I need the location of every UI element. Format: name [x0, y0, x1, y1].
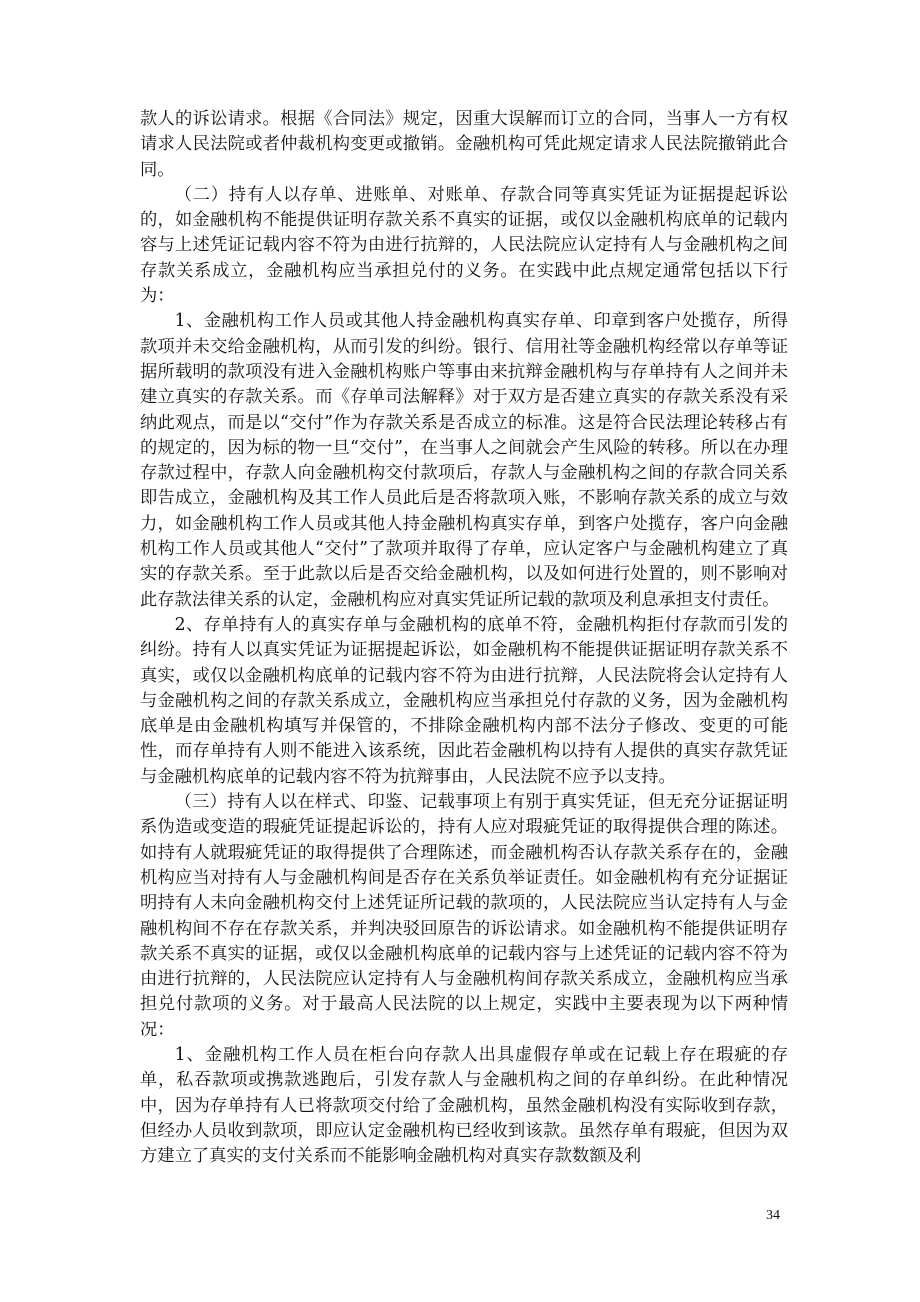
body-text — [140, 107, 788, 1169]
paragraph-6: 1、金融机构工作人员在柜台向存款人出具虚假存单或在记载上存在瑕疵的存单，私吞款项或携款逃跑后，引发存款人与金融机构之间的存单纠纷。在此种情况中，因为存单持有人已将款项交付给了金融机构，虽然金融机构没有实际收到存款，但经办人员收到款项，即应认定金融机构已经收到该款。虽然存单有瑕疵，但因为双方建立了真实的支付关系而不能影响金融机构对真实存款数额及利 — [140, 1044, 788, 1167]
paragraph-2: （二）持有人以存单、进账单、对账单、存款合同等真实凭证为证据提起诉讼的，如金融机构不能提供证明存款关系不真实的证据，或仅以金融机构底单的记载内容与上述凭证记载内容不符为由进行抗辩的，人民法院应认定持有人与金融机构之间存款关系成立，金融机构应当承担兑付的义务。在实践中此点规定通常包括以下行为： — [140, 184, 788, 307]
paragraph-1: 款人的诉讼请求。根据《合同法》规定，因重大误解而订立的合同，当事人一方有权请求人民法院或者仲裁机构变更或撤销。金融机构可凭此规定请求人民法院撤销此合同。 — [140, 109, 788, 180]
paragraph-5: （三）持有人以在样式、印鉴、记载事项上有别于真实凭证，但无充分证据证明系伪造或变造的瑕疵凭证提起诉讼的，持有人应对瑕疵凭证的取得提供合理的陈述。如持有人就瑕疵凭证的取得提供了合理陈述，而金融机构否认存款关系存在的，金融机构应当对持有人与金融机构间是否存在关系负举证责任。如金融机构有充分证据证明持有人未向金融机构交付上述凭证所记载的款项的，人民法院应当认定持有人与金融机构间不存在存款关系，并判决驳回原告的诉讼请求。如金融机构不能提供证明存款关系不真实的证据，或仅以金融机构底单的记载内容与上述凭证的记载内容不符为由进行抗辩的，人民法院应认定持有人与金融机构间存款关系成立，金融机构应当承担兑付款项的义务。对于最高人民法院的以上规定，实践中主要表现为以下两种情况： — [140, 792, 788, 1040]
paragraph-4: 2、存单持有人的真实存单与金融机构的底单不符，金融机构拒付存款而引发的纠纷。持有人以真实凭证为证据提起诉讼，如金融机构不能提供证据证明存款关系不真实，或仅以金融机构底单的记载内容不符为由进行抗辩，人民法院将会认定持有人与金融机构之间的存款关系成立，金融机构应当承担兑付存款的义务，因为金融机构底单是由金融机构填写并保管的，不排除金融机构内部不法分子修改、变更的可能性，而存单持有人则不能进入该系统，因此若金融机构以持有人提供的真实存款凭证与金融机构底单的记载内容不符为抗辩事由，人民法院不应予以支持。 — [140, 614, 788, 787]
paragraph-3: 1、金融机构工作人员或其他人持金融机构真实存单、印章到客户处揽存，所得款项并未交给金融机构，从而引发的纠纷。银行、信用社等金融机构经常以存单等证据所载明的款项没有进入金融机构账户等事由来抗辩金融机构与存单持有人之间并未建立真实的存款关系。而《存单司法解释》对于双方是否建立真实的存款关系没有采纳此观点，而是以“交付”作为存款关系是否成立的标准。这是符合民法理论转移占有的规定的，因为标的物一旦“交付”，在当事人之间就会产生风险的转移。所以在办理存款过程中，存款人向金融机构交付款项后，存款人与金融机构之间的存款合同关系即告成立，金融机构及其工作人员此后是否将款项入账，不影响存款关系的成立与效力，如金融机构工作人员或其他人持金融机构真实存单，到客户处揽存，客户向金融机构工作人员或其他人“交付”了款项并取得了存单，应认定客户与金融机构建立了真实的存款关系。至于此款以后是否交给金融机构，以及如何进行处置的，则不影响对此存款法律关系的认定，金融机构应对真实凭证所记载的款项及利息承担支付责任。 — [140, 311, 788, 610]
page-number: 34 — [766, 1208, 780, 1223]
